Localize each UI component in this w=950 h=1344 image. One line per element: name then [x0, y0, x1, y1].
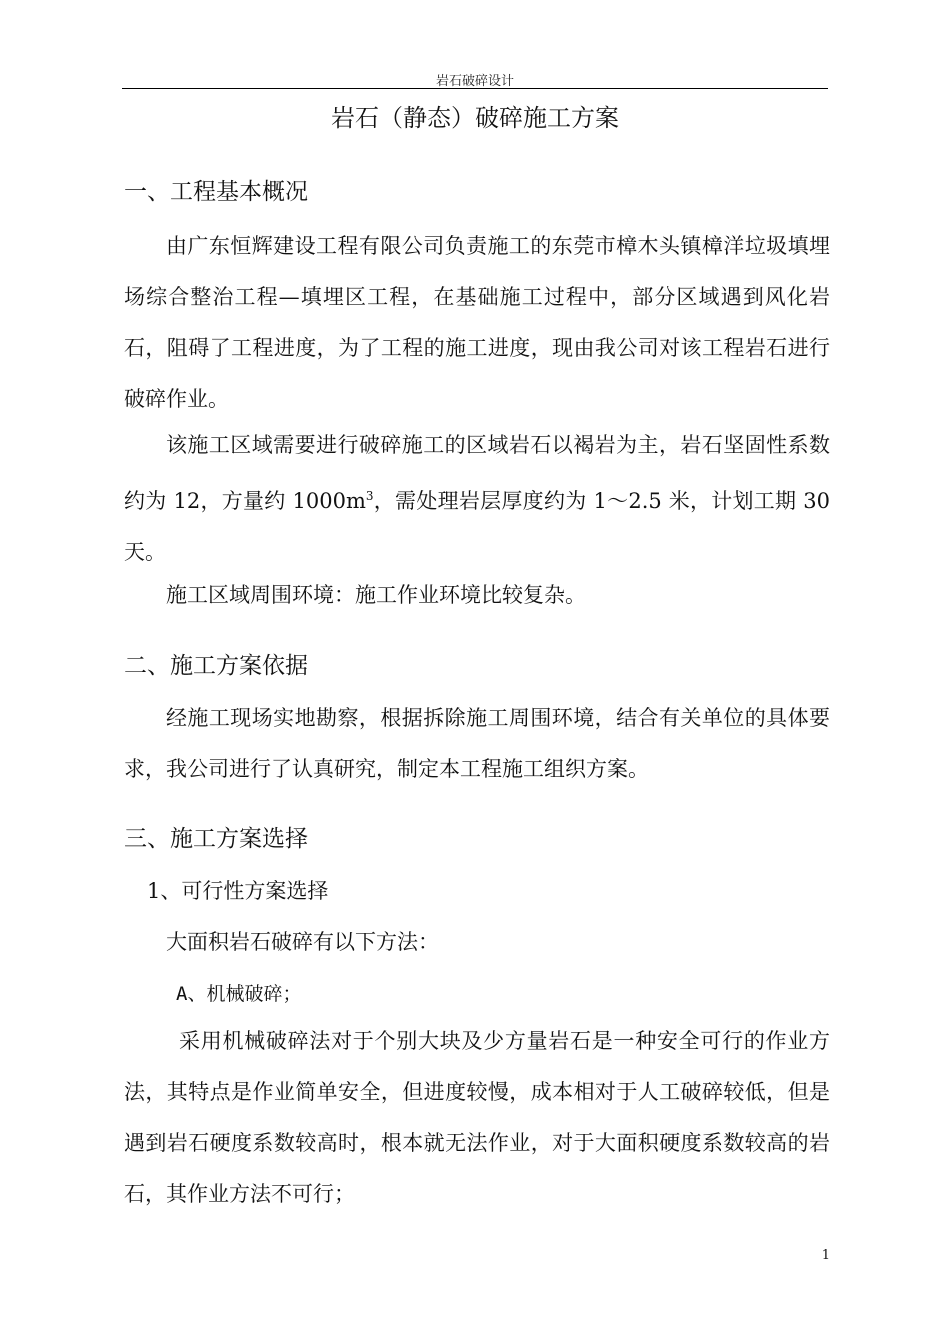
page-number: 1: [821, 1248, 830, 1263]
section-heading-2: 二、施工方案依据: [124, 653, 308, 679]
subsection-heading-1: 1、可行性方案选择: [147, 879, 329, 903]
document-title: 岩石（静态）破碎施工方案: [331, 104, 619, 132]
section-1-paragraph-2: [124, 420, 830, 578]
section-3-paragraph-1: 大面积岩石破碎有以下方法：: [166, 930, 439, 954]
section-3-paragraph-2: 采用机械破碎法对于个别大块及少方量岩石是一种安全可行的作业方法，其特点是作业简单安全，但进度较慢，成本相对于人工破碎较低，但是遇到岩石硬度系数较高时，根本就无法作业，对于大面积硬度系数较高的岩石，其作业方法不可行；: [124, 1029, 830, 1206]
running-header: 岩石破碎设计: [435, 74, 514, 89]
superscript-exponent: 3: [365, 489, 374, 503]
method-item-a: A、机械破碎；: [176, 983, 302, 1005]
section-heading-3: 三、施工方案选择: [124, 826, 308, 852]
paragraph-2-text-after: ，需处理岩层厚度约为 1～2.5 米，计划工期 30 天。: [124, 489, 830, 564]
header-rule: [122, 88, 828, 89]
section-1-paragraph-3: 施工区域周围环境：施工作业环境比较复杂。: [166, 583, 586, 607]
section-heading-1: 一、工程基本概况: [124, 179, 308, 205]
section-1-paragraph-1: 由广东恒辉建设工程有限公司负责施工的东莞市樟木头镇樟洋垃圾填埋场综合整治工程—填埋区工程，在基础施工过程中，部分区域遇到风化岩石，阻碍了工程进度，为了工程的施工进度，现由我公司对该工程岩石进行破碎作业。: [124, 234, 830, 411]
section-2-paragraph-1: 经施工现场实地勘察，根据拆除施工周围环境，结合有关单位的具体要求，我公司进行了认真研究，制定本工程施工组织方案。: [124, 706, 830, 781]
paragraph-2-text-before: 该施工区域需要进行破碎施工的区域岩石以褐岩为主，岩石坚固性系数约为 12，方量约 1000m: [124, 433, 830, 513]
